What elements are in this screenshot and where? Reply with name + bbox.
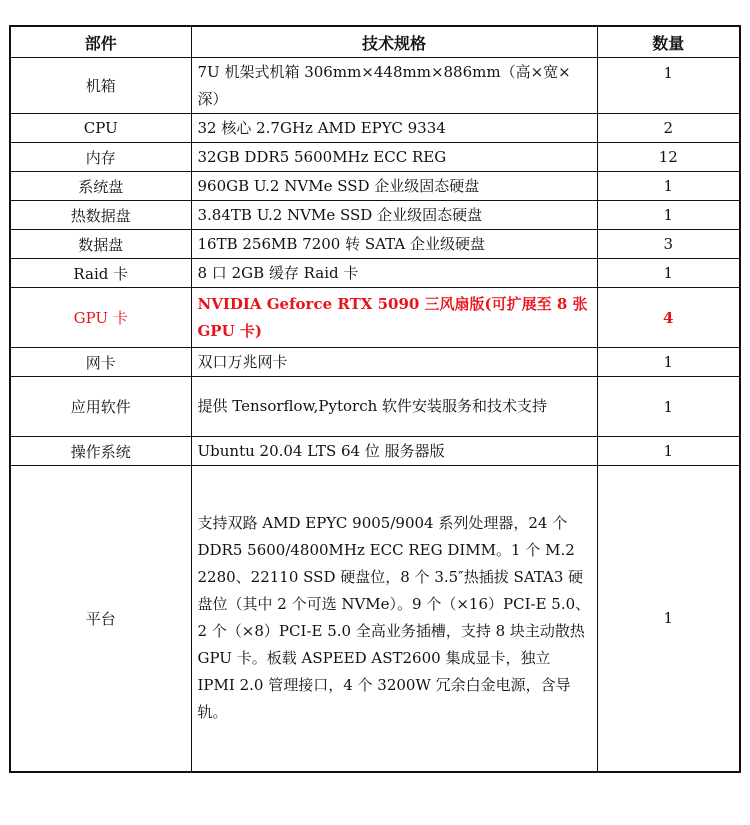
- table-row: [10, 114, 740, 143]
- spec-cell: 7U 机架式机箱 306mm×448mm×886mm（高×宽×深）: [191, 58, 597, 114]
- part-cell: 内存: [10, 143, 191, 172]
- table-row: [10, 143, 740, 172]
- spec-cell: 8 口 2GB 缓存 Raid 卡: [191, 259, 597, 288]
- qty-cell: 1: [597, 377, 740, 437]
- table-row: [10, 172, 740, 201]
- spec-cell: 16TB 256MB 7200 转 SATA 企业级硬盘: [191, 230, 597, 259]
- spec-cell: 支持双路 AMD EPYC 9005/9004 系列处理器，24 个 DDR5 5600/4800MHz ECC REG DIMM。1 个 M.2 2280、22110 SSD 硬盘位，8 个 3.5″热插拔 SATA3 硬盘位（其中 2 个可选 NVMe）。9 个（×16）PCI-E 5.0、2 个（×8）PCI-E 5.0 全高业务插槽，支持 8 块主动散热 GPU 卡。板载 ASPEED AST2600 集成显卡，独立 IPMI 2.0 管理接口，4 个 3200W 冗余白金电源，含导轨。: [191, 466, 597, 772]
- qty-cell: 12: [597, 143, 740, 172]
- qty-cell: 1: [597, 348, 740, 377]
- spec-table: [9, 25, 741, 773]
- spec-cell: 双口万兆网卡: [191, 348, 597, 377]
- part-cell: 热数据盘: [10, 201, 191, 230]
- qty-cell: 1: [597, 58, 740, 114]
- part-cell: Raid 卡: [10, 259, 191, 288]
- table-row: [10, 230, 740, 259]
- part-cell: 系统盘: [10, 172, 191, 201]
- table-row-highlighted: [10, 288, 740, 348]
- qty-cell: 1: [597, 466, 740, 772]
- table-row: [10, 377, 740, 437]
- header-spec: 技术规格: [191, 26, 597, 58]
- part-cell: 应用软件: [10, 377, 191, 437]
- table-row: [10, 58, 740, 114]
- spec-cell: 提供 Tensorflow,Pytorch 软件安装服务和技术支持: [191, 377, 597, 437]
- qty-cell: 1: [597, 201, 740, 230]
- part-cell: GPU 卡: [10, 288, 191, 348]
- qty-cell: 1: [597, 172, 740, 201]
- spec-cell: 3.84TB U.2 NVMe SSD 企业级固态硬盘: [191, 201, 597, 230]
- spec-cell: 960GB U.2 NVMe SSD 企业级固态硬盘: [191, 172, 597, 201]
- spec-cell: NVIDIA Geforce RTX 5090 三风扇版(可扩展至 8 张 GPU 卡): [191, 288, 597, 348]
- qty-cell: 1: [597, 437, 740, 466]
- table-row: [10, 201, 740, 230]
- table-row: [10, 466, 740, 772]
- header-row: [10, 26, 740, 58]
- qty-cell: 2: [597, 114, 740, 143]
- part-cell: 操作系统: [10, 437, 191, 466]
- qty-cell: 4: [597, 288, 740, 348]
- part-cell: 机箱: [10, 58, 191, 114]
- spec-cell: Ubuntu 20.04 LTS 64 位 服务器版: [191, 437, 597, 466]
- spec-cell: 32 核心 2.7GHz AMD EPYC 9334: [191, 114, 597, 143]
- part-cell: 网卡: [10, 348, 191, 377]
- part-cell: CPU: [10, 114, 191, 143]
- qty-cell: 3: [597, 230, 740, 259]
- spec-cell: 32GB DDR5 5600MHz ECC REG: [191, 143, 597, 172]
- table-row: [10, 348, 740, 377]
- part-cell: 数据盘: [10, 230, 191, 259]
- qty-cell: 1: [597, 259, 740, 288]
- part-cell: 平台: [10, 466, 191, 772]
- table-row: [10, 259, 740, 288]
- table-row: [10, 437, 740, 466]
- header-qty: 数量: [597, 26, 740, 58]
- header-part: 部件: [10, 26, 191, 58]
